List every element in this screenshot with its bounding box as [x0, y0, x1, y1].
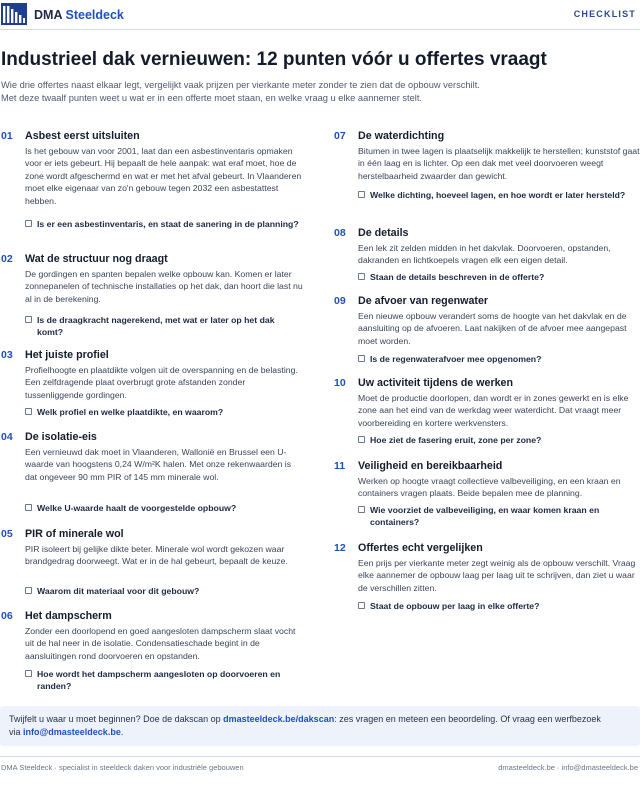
item-question[interactable]: [358, 271, 640, 283]
item-heading: Het juiste profiel: [25, 349, 109, 361]
checkbox-icon[interactable]: [25, 670, 32, 677]
item-body: Profielhoogte en plaatdikte volgen uit de overspanning en de belasting. Een zelfdragende plaat overbrugt grote afstanden zonder tussenliggende gordingen.: [25, 365, 298, 400]
item-body: Werken op hoogte vraagt collectieve valbeveiliging, en een kraan en containers vragen plaats. Beide bepalen mee de planning.: [358, 476, 621, 499]
item-heading: Wat de structuur nog draagt: [25, 253, 168, 265]
item-question-text: Welk profiel en welke plaatdikte, en waarom?: [37, 407, 224, 417]
item-heading: De isolatie-eis: [25, 431, 97, 443]
item-body: Een lek zit zelden midden in het dakvlak. Doorvoeren, opstanden, dakranden en lichtkoepels vragen elk een eigen detail.: [358, 243, 611, 266]
item-number: 05: [1, 528, 13, 540]
cta-text-3: .: [120, 727, 124, 737]
checkbox-icon[interactable]: [358, 506, 365, 513]
item-body: Zonder een doorlopend en goed aangesloten dampscherm slaat vocht uit de hal neer in de isolatie. Condensatieschade begint in de aansluitingen rond doorvoeren en opstanden.: [25, 626, 296, 661]
item-number: 07: [334, 130, 346, 142]
checkbox-icon[interactable]: [358, 436, 365, 443]
item-question-text: Hoe wordt het dampscherm aangesloten op doorvoeren en randen?: [37, 669, 281, 692]
call-to-action-box: [0, 706, 640, 746]
item-body: Moet de productie doorlopen, dan wordt er in zones gewerkt en is elke zone aan het eind van de werkdag weer waterdicht. Dat vraagt meer voorbereiding en kortere werkvensters.: [358, 393, 629, 428]
item-heading: Veiligheid en bereikbaarheid: [358, 460, 503, 472]
item-question[interactable]: [358, 600, 640, 612]
brand-name[interactable]: [34, 8, 124, 22]
brand-accent: Steeldeck: [65, 8, 124, 22]
item-question-text: Welke U-waarde haalt de voorgestelde opbouw?: [37, 503, 237, 513]
item-body: Bitumen in twee lagen is plaatselijk makkelijk te herstellen; kunststof gaat in één laag en is lichter. Op een dak met veel doorvoeren weegt herstelbaarheid zwaarder dan gewicht.: [358, 146, 640, 181]
item-question-text: Staat de opbouw per laag in elke offerte?: [370, 601, 540, 611]
item-number: 10: [334, 377, 346, 389]
item-number: 06: [1, 610, 13, 622]
cta-text-2: : zes vragen en meteen een beoordeling. Of vraag een werfbezoek via: [9, 714, 601, 737]
email-link[interactable]: info@dmasteeldeck.be: [23, 727, 121, 737]
checkbox-icon[interactable]: [25, 504, 32, 511]
checkbox-icon[interactable]: [358, 355, 365, 362]
item-heading: Asbest eerst uitsluiten: [25, 130, 140, 142]
item-question-text: Staan de details beschreven in de offerte?: [370, 272, 545, 282]
item-heading: Het dampscherm: [25, 610, 112, 622]
dakscan-link[interactable]: dmasteeldeck.be/dakscan: [223, 714, 335, 724]
item-question[interactable]: [25, 585, 303, 597]
item-question[interactable]: [25, 406, 303, 418]
item-number: 01: [1, 130, 13, 142]
item-body: PIR isoleert bij gelijke dikte beter. Minerale wol wordt gekozen waar brandgedrag doorweegt. Wat er in de hal gebeurt, bepaalt de keuze.: [25, 544, 288, 567]
item-heading: De waterdichting: [358, 130, 445, 142]
brand-prefix: DMA: [34, 8, 63, 22]
item-heading: PIR of minerale wol: [25, 528, 124, 540]
item-question[interactable]: [25, 668, 303, 693]
item-number: 09: [334, 295, 346, 307]
item-heading: Uw activiteit tijdens de werken: [358, 377, 514, 389]
item-question[interactable]: [358, 353, 640, 365]
intro-paragraph: Wie drie offertes naast elkaar legt, vergelijkt vaak prijzen per vierkante meter zonder te zien dat de opbouw verschilt. Met deze twaalf punten weet u wat er in een offerte moet staan, en welke vraag u elke aannemer stelt.: [1, 80, 480, 103]
item-question[interactable]: [358, 504, 640, 529]
item-question[interactable]: [25, 314, 303, 339]
item-question-text: Waarom dit materiaal voor dit gebouw?: [37, 586, 200, 596]
item-body: Een vernieuwd dak moet in Vlaanderen, Wallonië en Brussel een U-waarde van hoogstens 0,24 W/m²K halen. Met onze rekenwaarden is dat ongeveer 90 mm PIR of 145 mm minerale wol.: [25, 447, 292, 482]
item-body: Een nieuwe opbouw verandert soms de hoogte van het dakvlak en de aansluiting op de afvoeren. Laat nakijken of de afvoer mee aangepast moet worden.: [358, 311, 627, 346]
checkbox-icon[interactable]: [358, 273, 365, 280]
item-question[interactable]: [25, 502, 303, 514]
footer-tagline: DMA Steeldeck · specialist in steeldeck daken voor industriële gebouwen: [1, 763, 244, 772]
item-heading: De details: [358, 227, 409, 239]
checkbox-icon[interactable]: [25, 587, 32, 594]
item-question-text: Wie voorziet de valbeveiliging, en waar komen kraan en containers?: [370, 505, 600, 528]
item-number: 12: [334, 542, 346, 554]
item-question[interactable]: [358, 189, 640, 201]
checkbox-icon[interactable]: [25, 316, 32, 323]
item-heading: Offertes echt vergelijken: [358, 542, 483, 554]
item-body: Een prijs per vierkante meter zegt weinig als de opbouw verschilt. Vraag elke aannemer de opbouw laag per laag uit te schrijven, dan ziet u waar de verschillen zitten.: [358, 558, 636, 593]
item-question-text: Is de draagkracht nagerekend, met wat er later op het dak komt?: [37, 315, 275, 338]
item-number: 11: [334, 460, 346, 472]
building-bars-icon: [1, 3, 27, 25]
item-question-text: Is er een asbestinventaris, en staat de sanering in de planning?: [37, 219, 299, 229]
item-question[interactable]: [358, 434, 640, 446]
checkbox-icon[interactable]: [358, 602, 365, 609]
checkbox-icon[interactable]: [358, 191, 365, 198]
item-body: De gordingen en spanten bepalen welke opbouw kan. Komen er later zonnepanelen of technische installaties op het dak, dan hoort die last nu al in de berekening.: [25, 269, 303, 304]
item-number: 08: [334, 227, 346, 239]
footer-divider: [0, 756, 640, 757]
document-type-tag: CHECKLIST: [573, 9, 636, 19]
item-question[interactable]: [25, 218, 303, 230]
cta-text-1: Twijfelt u waar u moet beginnen? Doe de dakscan op: [9, 714, 224, 724]
checkbox-icon[interactable]: [25, 220, 32, 227]
item-question-text: Is de regenwaterafvoer mee opgenomen?: [370, 354, 542, 364]
page-header: [0, 0, 640, 30]
item-number: 02: [1, 253, 13, 265]
checkbox-icon[interactable]: [25, 408, 32, 415]
item-number: 04: [1, 431, 13, 443]
page-title: Industrieel dak vernieuwen: 12 punten vóór u offertes vraagt: [1, 49, 547, 70]
item-body: Is het gebouw van voor 2001, laat dan een asbestinventaris opmaken voor er iets gebeurt. Hij bepaalt de hele aanpak: wat eraf moet, hoe de zone wordt afgeschermd en wat er met het afval gebeurt. In Vlaanderen moet elke eigenaar van zo'n gebouw tegen 2032 een asbestattest hebben.: [25, 146, 302, 206]
item-heading: De afvoer van regenwater: [358, 295, 489, 307]
item-number: 03: [1, 349, 13, 361]
item-question-text: Hoe ziet de fasering eruit, zone per zone?: [370, 435, 542, 445]
item-question-text: Welke dichting, hoeveel lagen, en hoe wordt er later hersteld?: [370, 190, 626, 200]
call-to-action-text: [9, 713, 609, 739]
footer-contact[interactable]: dmasteeldeck.be · info@dmasteeldeck.be: [498, 763, 638, 772]
